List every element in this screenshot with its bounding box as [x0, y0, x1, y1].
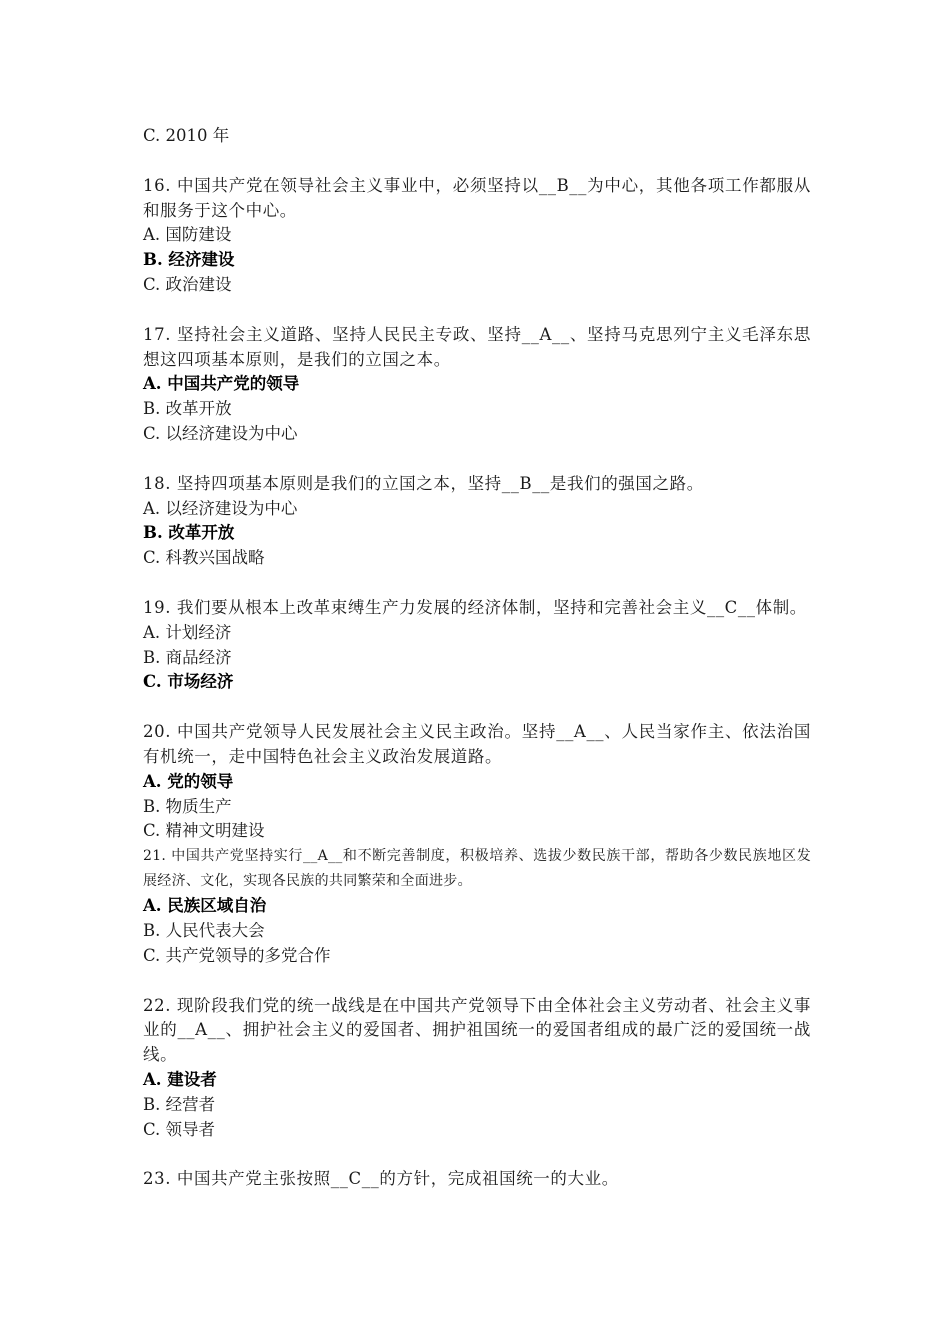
question-text: 22. 现阶段我们党的统一战线是在中国共产党领导下由全体社会主义劳动者、社会主义事业的__A__、拥护社会主义的爱国者、拥护祖国统一的爱国者组成的最广泛的爱国统一战线。 [143, 995, 811, 1065]
option-b-correct: B. 改革开放 [143, 523, 235, 543]
option-b: B. 经营者 [143, 1094, 216, 1114]
option-c-correct: C. 市场经济 [143, 672, 234, 692]
option-a: A. 以经济建设为中心 [143, 498, 298, 518]
leading-option-line: C. 2010 年 [143, 126, 230, 145]
option-b: B. 改革开放 [143, 399, 232, 419]
question-text: 23. 中国共产党主张按照__C__的方针，完成祖国统一的大业。 [143, 1169, 619, 1189]
question-21 [143, 844, 811, 968]
spacer [143, 298, 811, 323]
spacer [143, 447, 811, 472]
option-c: C. 领导者 [143, 1119, 216, 1139]
question-22 [143, 994, 811, 1143]
option-b: B. 人民代表大会 [143, 920, 265, 940]
option-a-correct: A. 建设者 [143, 1069, 217, 1089]
question-17 [143, 323, 811, 447]
option-c: C. 以经济建设为中心 [143, 423, 298, 443]
question-text: 16. 中国共产党在领导社会主义事业中，必须坚持以__B__为中心，其他各项工作都服从和服务于这个中心。 [143, 175, 811, 220]
option-a-correct: A. 中国共产党的领导 [143, 374, 300, 394]
spacer [143, 571, 811, 596]
option-a-correct: A. 民族区域自治 [143, 896, 267, 916]
option-c: C. 科教兴国战略 [143, 548, 265, 568]
question-18 [143, 472, 811, 571]
question-text: 18. 坚持四项基本原则是我们的立国之本，坚持__B__是我们的强国之路。 [143, 473, 704, 493]
question-20 [143, 720, 811, 844]
document-page [143, 124, 811, 1192]
question-19 [143, 596, 811, 695]
spacer [143, 149, 811, 174]
question-16 [143, 174, 811, 298]
option-a: A. 国防建设 [143, 225, 232, 245]
spacer [143, 969, 811, 994]
option-b: B. 商品经济 [143, 647, 232, 667]
option-c: C. 精神文明建设 [143, 821, 265, 841]
question-text: 17. 坚持社会主义道路、坚持人民民主专政、坚持__A__、坚持马克思列宁主义毛泽东思想这四项基本原则，是我们的立国之本。 [143, 324, 811, 369]
spacer [143, 695, 811, 720]
option-a: A. 计划经济 [143, 622, 232, 642]
question-text: 20. 中国共产党领导人民发展社会主义民主政治。坚持__A__、人民当家作主、依法治国有机统一，走中国特色社会主义政治发展道路。 [143, 722, 811, 766]
option-b: B. 物质生产 [143, 796, 232, 816]
option-c: C. 政治建设 [143, 274, 232, 294]
option-a-correct: A. 党的领导 [143, 771, 234, 791]
option-b-correct: B. 经济建设 [143, 250, 235, 270]
option-c: C. 共产党领导的多党合作 [143, 945, 331, 965]
question-text: 21. 中国共产党坚持实行__A__和不断完善制度，积极培养、选拔少数民族干部，帮助各少数民族地区发展经济、文化，实现各民族的共同繁荣和全面进步。 [143, 848, 811, 890]
question-23 [143, 1167, 811, 1192]
spacer [143, 1142, 811, 1167]
question-text: 19. 我们要从根本上改革束缚生产力发展的经济体制，坚持和完善社会主义__C__体制。 [143, 597, 807, 617]
